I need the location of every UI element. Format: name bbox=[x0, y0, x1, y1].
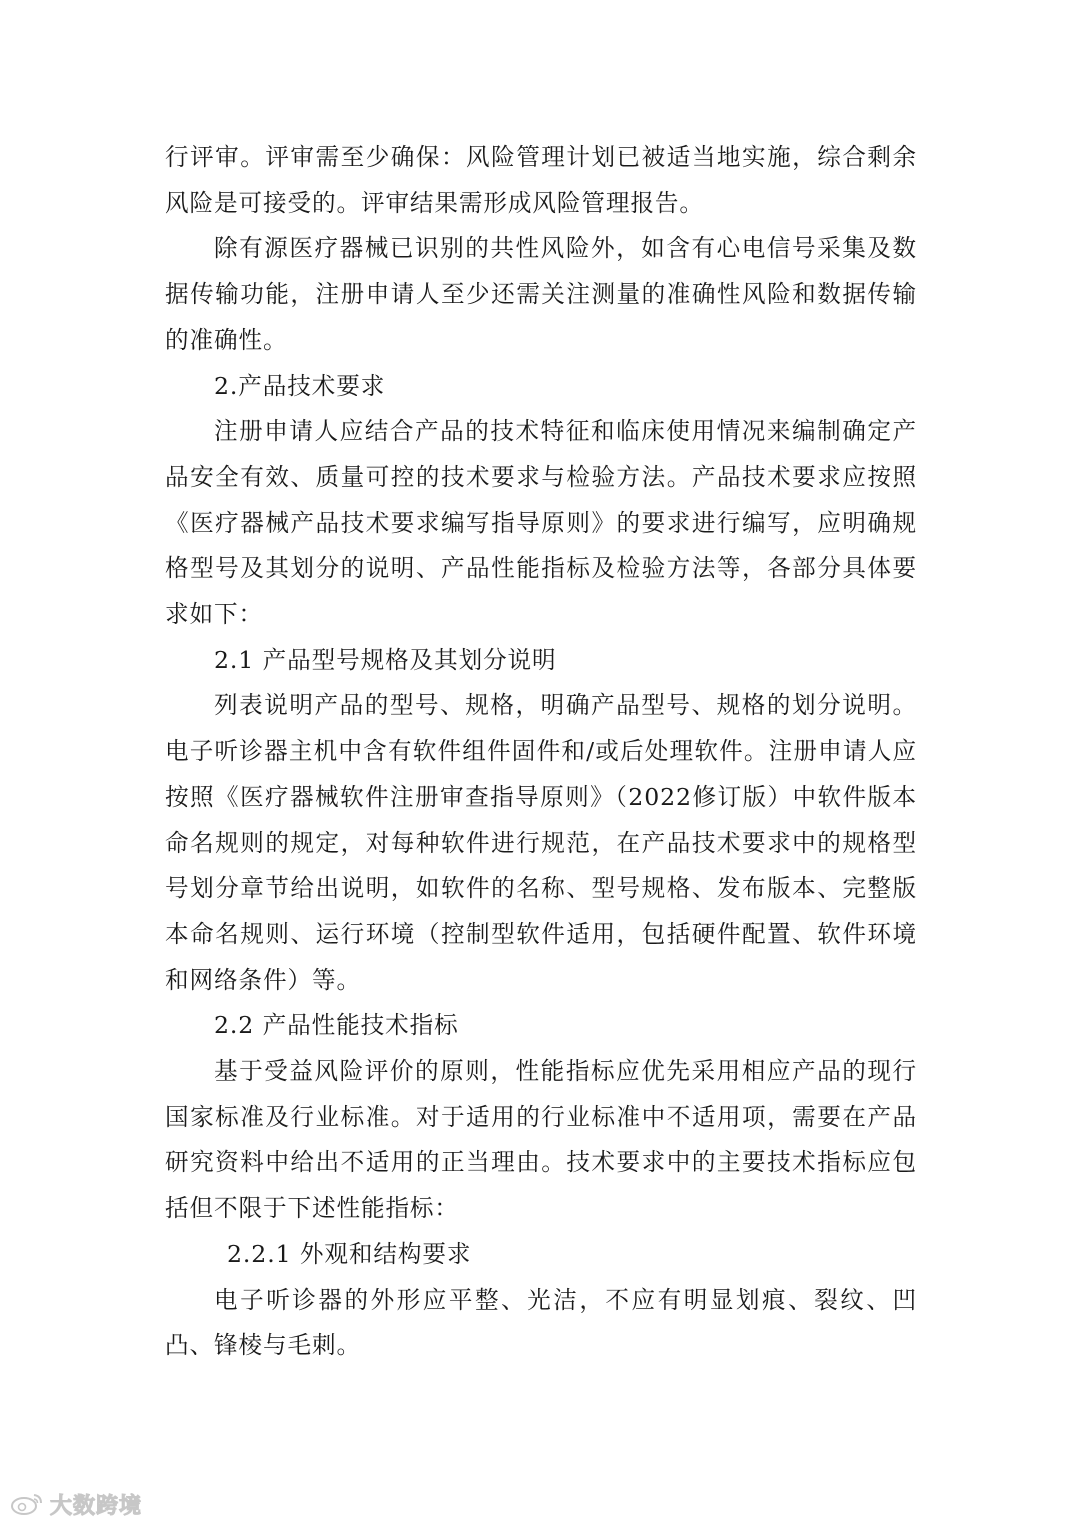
section-heading-appearance-structure: 2.2.1 外观和结构要求 bbox=[227, 1239, 472, 1268]
paragraph-review-conclusion: 行评审。评审需至少确保：风险管理计划已被适当地实施，综合剩余风险是可接受的。评审结果需形成风险管理报告。 bbox=[165, 143, 917, 217]
section-heading-performance-indicators: 2.2 产品性能技术指标 bbox=[214, 1011, 459, 1040]
section-heading-model-specification: 2.1 产品型号规格及其划分说明 bbox=[214, 645, 557, 674]
paragraph-technical-requirements: 注册申请人应结合产品的技术特征和临床使用情况来编制确定产品安全有效、质量可控的技术要求与检验方法。产品技术要求应按照《医疗器械产品技术要求编写指导原则》的要求进行编写，应明确规格型号及其划分的说明、产品性能指标及检验方法等，各部分具体要求如下： bbox=[165, 417, 917, 629]
document-body bbox=[165, 135, 917, 1369]
watermark bbox=[10, 1488, 142, 1520]
weibo-logo-icon bbox=[10, 1492, 44, 1516]
paragraph-appearance-structure: 电子听诊器的外形应平整、光洁，不应有明显划痕、裂纹、凹凸、锋棱与毛刺。 bbox=[165, 1285, 917, 1360]
paragraph-model-specification: 列表说明产品的型号、规格，明确产品型号、规格的划分说明。电子听诊器主机中含有软件组件固件和/或后处理软件。注册申请人应按照《医疗器械软件注册审查指导原则》（2022修订版）中软件版本命名规则的规定，对每种软件进行规范，在产品技术要求中的规格型号划分章节给出说明，如软件的名称、型号规格、发布版本、完整版本命名规则、运行环境（控制型软件适用，包括硬件配置、软件环境和网络条件）等。 bbox=[165, 691, 917, 994]
watermark-text: 大数跨境 bbox=[50, 1493, 143, 1519]
section-heading-technical-requirements: 2.产品技术要求 bbox=[214, 371, 386, 400]
paragraph-common-risks: 除有源医疗器械已识别的共性风险外，如含有心电信号采集及数据传输功能，注册申请人至少还需关注测量的准确性风险和数据传输的准确性。 bbox=[165, 234, 917, 354]
paragraph-performance-indicators: 基于受益风险评价的原则，性能指标应优先采用相应产品的现行国家标准及行业标准。对于适用的行业标准中不适用项，需要在产品研究资料中给出不适用的正当理由。技术要求中的主要技术指标应包括但不限于下述性能指标： bbox=[165, 1057, 917, 1223]
